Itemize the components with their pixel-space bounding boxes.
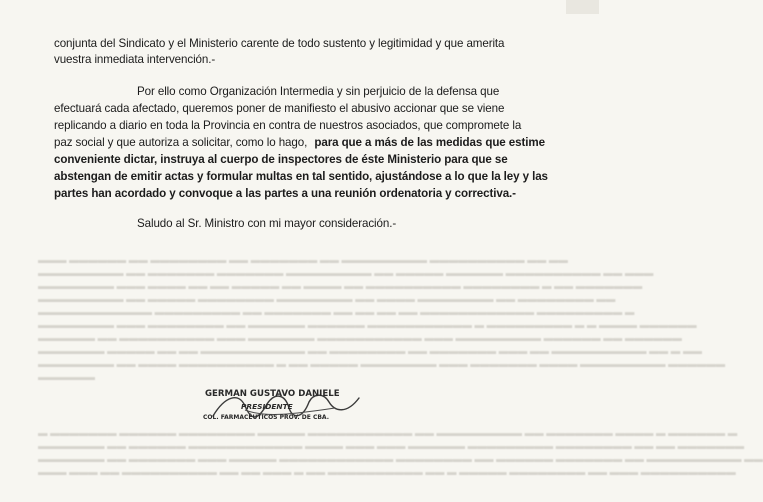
letter-line-8: abstengan de emitir actas y formular multas en tal sentido, ajustándose a lo que la ley y las bbox=[54, 170, 548, 183]
letter-line-6-bold: para que a más de las medidas que estime bbox=[314, 136, 545, 149]
signature-organization: COL. FARMACÉUTICOS PROV. DE CBA. bbox=[203, 414, 329, 421]
letter-line-3: Por ello como Organización Intermedia y sin perjuicio de la defensa que bbox=[137, 85, 500, 98]
letter-line-9: partes han acordado y convoque a las partes a una reunión ordenatoria y correctiva.- bbox=[54, 187, 516, 200]
letter-line-2: vuestra inmediata intervención.- bbox=[54, 53, 216, 66]
letter-line-6-plain: paz social y que autoriza a solicitar, como lo hago, bbox=[54, 136, 308, 149]
letter-line-5: replicando a diario en toda la Provincia en contra de nuestros asociados, que compromete la bbox=[54, 119, 522, 132]
bleed-through-area: ▬▬▬ ▬▬▬▬▬▬ ▬▬ ▬▬▬▬▬▬▬▬ ▬▬ ▬▬▬▬▬▬▬ ▬▬ ▬▬▬▬▬▬▬▬▬ ▬▬▬▬▬▬▬▬▬▬ ▬▬ ▬▬ ▬▬▬▬▬▬▬▬▬ ▬▬ ▬▬▬▬▬▬▬ ▬▬▬▬▬▬▬ ▬▬▬▬▬▬▬▬▬ ▬▬ ▬▬▬▬▬ ▬▬▬▬▬▬ ▬▬▬▬▬▬▬▬▬▬ ▬▬ ▬▬▬ ▬▬▬▬▬▬▬▬ ▬▬▬ ▬▬▬▬ ▬▬ ▬▬ ▬▬▬▬▬ ▬▬ ▬▬▬▬ ▬▬ ▬▬▬▬▬▬▬▬▬▬ ▬▬▬▬▬▬▬▬ ▬ ▬▬ ▬▬▬▬▬▬▬ ▬▬▬▬▬▬▬▬▬ ▬▬ ▬▬▬▬▬ ▬▬▬▬▬▬▬▬ ▬▬▬▬▬▬▬▬ ▬▬ ▬▬▬▬ ▬▬▬▬▬▬▬▬ ▬▬ ▬▬▬▬▬▬▬▬ ▬▬ ▬▬▬▬▬▬▬▬▬▬▬▬ ▬▬▬▬▬▬▬▬▬ ▬▬ ▬▬▬▬▬▬▬ ▬▬ ▬▬ ▬▬ ▬▬ ▬▬▬▬▬▬▬▬▬▬▬▬ ▬▬▬▬▬▬▬▬▬ ▬ ▬▬▬▬▬▬▬▬ ▬▬▬ ▬▬▬▬▬▬▬▬ ▬▬ ▬▬▬▬▬▬ ▬▬▬▬▬▬ ▬▬▬▬▬▬▬▬▬▬▬ ▬ ▬▬▬▬▬▬▬▬▬ ▬ ▬ ▬▬▬▬ ▬▬▬▬▬▬ ▬▬▬▬▬▬ ▬▬ ▬▬▬▬▬▬▬▬▬▬ ▬▬▬ ▬▬▬▬▬▬▬ ▬▬▬▬▬▬▬▬▬▬▬ ▬▬▬ ▬▬▬▬▬▬▬▬▬ ▬▬▬▬▬▬ ▬▬ ▬▬▬▬▬▬ ▬▬▬▬▬▬▬ ▬▬▬▬▬ ▬▬ ▬▬ ▬▬▬▬▬▬▬▬▬▬▬ ▬▬ ▬▬▬▬▬▬▬▬ ▬▬ ▬▬▬▬▬▬▬ ▬▬▬ ▬▬ ▬▬▬▬▬▬▬▬▬▬ ▬▬ ▬ ▬▬ ▬▬▬▬▬▬▬▬ ▬▬ ▬▬▬▬ ▬▬▬▬▬▬▬▬▬▬ ▬ ▬▬ ▬▬▬▬▬ ▬▬▬▬▬▬▬▬ ▬▬▬ ▬▬▬▬▬▬▬ ▬▬▬▬ ▬▬▬▬▬▬▬▬▬ ▬▬▬▬▬▬ ▬▬▬▬▬▬ bbox=[38, 255, 726, 383]
page-corner bbox=[566, 0, 599, 14]
bleed-through-area-lower: ▬ ▬▬▬▬▬▬▬ ▬▬▬▬▬▬ ▬▬▬▬▬▬▬▬ ▬▬▬▬▬ ▬▬▬▬▬▬▬▬▬▬▬ ▬▬ ▬▬▬▬▬▬▬▬▬ ▬▬ ▬▬▬▬▬▬▬ ▬▬▬▬ ▬ ▬▬▬▬▬▬ ▬ ▬▬▬▬▬▬▬ ▬▬ ▬▬▬▬▬▬ ▬▬▬▬▬▬▬▬▬▬▬▬ ▬▬▬▬ ▬▬▬ ▬▬▬ ▬▬▬▬▬▬ ▬▬▬▬▬▬▬▬▬ ▬▬▬▬▬▬▬▬ ▬▬ ▬▬ ▬▬▬▬▬▬▬ ▬▬▬▬▬▬▬ ▬▬ ▬▬▬▬▬▬▬ ▬▬▬ ▬▬▬▬▬ ▬▬▬▬▬▬▬▬▬▬▬▬ ▬▬▬▬▬▬▬▬ ▬▬ ▬▬▬▬▬▬ ▬▬▬▬▬▬▬ ▬▬ ▬▬▬▬▬▬▬▬▬▬ ▬▬ ▬▬▬ ▬▬▬ ▬▬ ▬▬▬▬▬▬▬▬▬▬ ▬▬ ▬▬ ▬▬▬ ▬ ▬▬ ▬▬▬▬▬▬▬▬▬▬ ▬▬ ▬ ▬▬▬▬▬ ▬▬▬▬▬▬▬▬ ▬▬ ▬▬▬ ▬▬▬▬▬▬▬▬▬▬ bbox=[38, 428, 763, 478]
letter-line-7: conveniente dictar, instruya al cuerpo de inspectores de éste Ministerio para que se bbox=[54, 153, 508, 166]
closing-salutation: Saludo al Sr. Ministro con mi mayor consideración.- bbox=[137, 217, 397, 230]
letter-line-6 bbox=[54, 136, 545, 150]
signature-name: GERMAN GUSTAVO DANIELE bbox=[205, 389, 340, 399]
letter-line-1: conjunta del Sindicato y el Ministerio carente de todo sustento y legitimidad y que amerita bbox=[54, 37, 505, 50]
letter-line-4: efectuará cada afectado, queremos poner de manifiesto el abusivo accionar que se viene bbox=[54, 102, 505, 115]
signature-title: PRESIDENTE bbox=[241, 402, 293, 411]
